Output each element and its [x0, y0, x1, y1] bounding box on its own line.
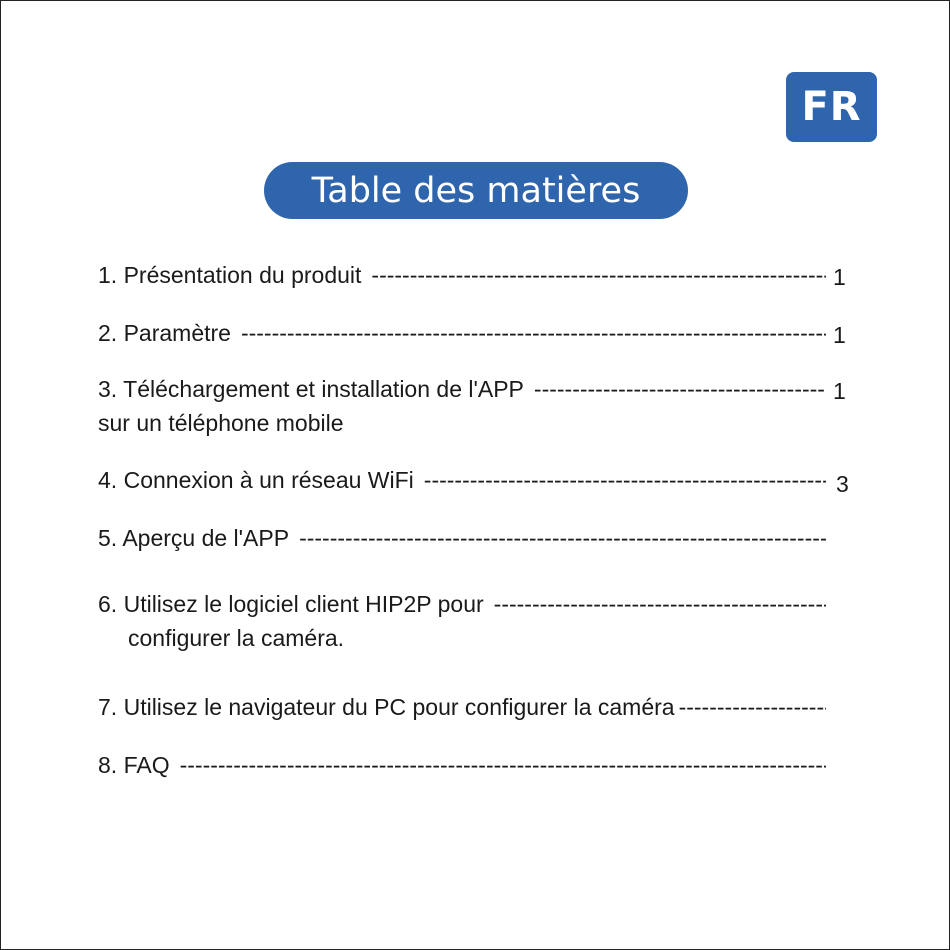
toc-item-faq[interactable]: [98, 748, 858, 782]
page-title: Table des matières: [264, 162, 688, 219]
toc-item-hip2p[interactable]: [98, 587, 858, 655]
toc-number: 5.: [98, 525, 118, 551]
toc-item-parametre[interactable]: [98, 316, 858, 350]
toc-number: 1.: [98, 262, 118, 288]
toc-label: Téléchargement et installation de l'APP: [123, 376, 524, 402]
toc-leader: [679, 690, 826, 724]
toc-leader: [494, 587, 826, 621]
toc-number: 2.: [98, 320, 118, 346]
toc-number: 6.: [98, 591, 118, 617]
toc-number: 3.: [98, 376, 118, 402]
language-badge: FR: [786, 72, 877, 142]
toc-label: FAQ: [123, 752, 170, 778]
toc-page-number: 1: [833, 322, 846, 348]
toc-item-apercu-app[interactable]: [98, 521, 858, 555]
toc-label: Utilisez le logiciel client HIP2P pour: [123, 591, 484, 617]
toc-item-presentation[interactable]: [98, 258, 858, 292]
toc-label: Aperçu de l'APP: [122, 525, 290, 551]
toc-label: Connexion à un réseau WiFi: [123, 467, 414, 493]
toc-label: Utilisez le navigateur du PC pour configurer la caméra: [123, 694, 675, 720]
toc-page-number: 3: [836, 471, 849, 497]
toc-leader: [424, 463, 826, 497]
toc-item-telechargement[interactable]: [98, 372, 858, 440]
toc-label-continued: sur un téléphone mobile: [98, 410, 344, 436]
toc-leader: [241, 316, 826, 350]
toc-item-connexion-wifi[interactable]: [98, 463, 858, 497]
toc-number: 4.: [98, 467, 118, 493]
toc-leader: [299, 521, 826, 555]
toc-label-continued: configurer la caméra.: [128, 625, 345, 651]
toc-page-number: 1: [833, 264, 846, 290]
toc-number: 7.: [98, 694, 118, 720]
toc-label: Présentation du produit: [123, 262, 362, 288]
toc-leader: [371, 258, 826, 292]
toc-item-navigateur-pc[interactable]: [98, 690, 858, 724]
toc-label: Paramètre: [123, 320, 231, 346]
toc-leader: [180, 748, 826, 782]
toc-leader: [534, 372, 826, 406]
toc-number: 8.: [98, 752, 118, 778]
toc-page-number: 1: [833, 378, 846, 404]
